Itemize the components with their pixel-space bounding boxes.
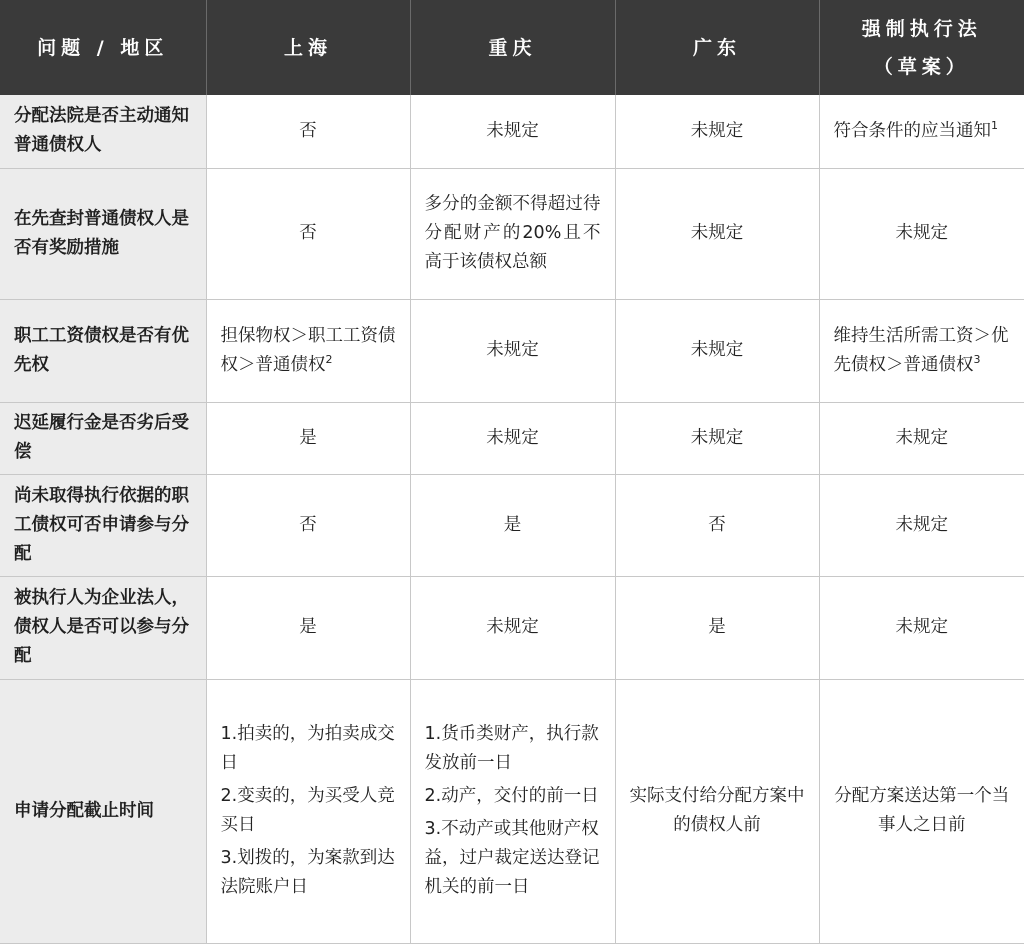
cell-shanghai — [206, 679, 410, 943]
list-item: 2.变卖的，为买受人竞买日 — [220, 786, 395, 835]
cell-guangdong: 实际支付给分配方案中的债权人前 — [615, 679, 819, 943]
cell-draft: 未规定 — [819, 576, 1024, 679]
cell-guangdong: 未规定 — [615, 95, 819, 168]
cell-guangdong: 未规定 — [615, 299, 819, 402]
cell-chongqing: 多分的金额不得超过待分配财产的20%且不高于该债权总额 — [410, 168, 615, 299]
cell-draft: 未规定 — [819, 474, 1024, 576]
cell-chongqing: 是 — [410, 474, 615, 576]
header-draft-law — [819, 0, 1024, 95]
cell-shanghai — [206, 299, 410, 402]
header-guangdong: 广东 — [615, 0, 819, 95]
cell-guangdong: 是 — [615, 576, 819, 679]
header-draft-law-subtitle: （草案） — [873, 55, 970, 78]
list-item: 1.货币类财产，执行款发放前一日 — [424, 724, 599, 773]
cell-guangdong: 未规定 — [615, 402, 819, 474]
footnote-marker: 1 — [991, 118, 998, 132]
row-question: 职工工资债权是否有优先权 — [0, 299, 206, 402]
table-row — [0, 474, 1024, 576]
table-row — [0, 299, 1024, 402]
table-row — [0, 402, 1024, 474]
cell-guangdong: 未规定 — [615, 168, 819, 299]
cell-draft — [819, 299, 1024, 402]
list-item: 1.拍卖的，为拍卖成交日 — [220, 724, 395, 773]
cell-chongqing: 未规定 — [410, 95, 615, 168]
cell-shanghai: 否 — [206, 95, 410, 168]
cell-draft: 未规定 — [819, 402, 1024, 474]
row-question: 在先查封普通债权人是否有奖励措施 — [0, 168, 206, 299]
header-row — [0, 0, 1024, 95]
cell-draft: 分配方案送达第一个当事人之日前 — [819, 679, 1024, 943]
cell-draft — [819, 95, 1024, 168]
cell-text: 担保物权＞职工工资债权＞普通债权 — [220, 325, 396, 375]
row-question: 分配法院是否主动通知普通债权人 — [0, 95, 206, 168]
cell-shanghai: 否 — [206, 168, 410, 299]
cell-shanghai: 否 — [206, 474, 410, 576]
row-question: 迟延履行金是否劣后受偿 — [0, 402, 206, 474]
table-row — [0, 168, 1024, 299]
footnote-marker: 2 — [325, 352, 333, 366]
header-chongqing: 重庆 — [410, 0, 615, 95]
footnote-marker: 3 — [973, 352, 981, 366]
header-shanghai: 上海 — [206, 0, 410, 95]
cell-text: 符合条件的应当通知 — [833, 120, 991, 141]
list-item: 2.动产，交付的前一日 — [424, 786, 599, 806]
cell-chongqing — [410, 679, 615, 943]
cell-chongqing: 未规定 — [410, 299, 615, 402]
table-row — [0, 679, 1024, 943]
cell-chongqing: 未规定 — [410, 576, 615, 679]
cell-shanghai: 是 — [206, 402, 410, 474]
list-item: 3.划拨的，为案款到达法院账户日 — [220, 848, 395, 897]
table-row — [0, 576, 1024, 679]
cell-draft: 未规定 — [819, 168, 1024, 299]
cell-guangdong: 否 — [615, 474, 819, 576]
header-draft-law-title: 强制执行法 — [861, 17, 982, 40]
cell-chongqing: 未规定 — [410, 402, 615, 474]
header-question-region: 问题 / 地区 — [0, 0, 206, 95]
table-row — [0, 95, 1024, 168]
row-question: 尚未取得执行依据的职工债权可否申请参与分配 — [0, 474, 206, 576]
row-question: 申请分配截止时间 — [0, 679, 206, 943]
list-item: 3.不动产或其他财产权益，过户裁定送达登记机关的前一日 — [424, 819, 600, 897]
row-question: 被执行人为企业法人，债权人是否可以参与分配 — [0, 576, 206, 679]
cell-text: 维持生活所需工资＞优先债权＞普通债权 — [833, 325, 1009, 375]
cell-shanghai: 是 — [206, 576, 410, 679]
